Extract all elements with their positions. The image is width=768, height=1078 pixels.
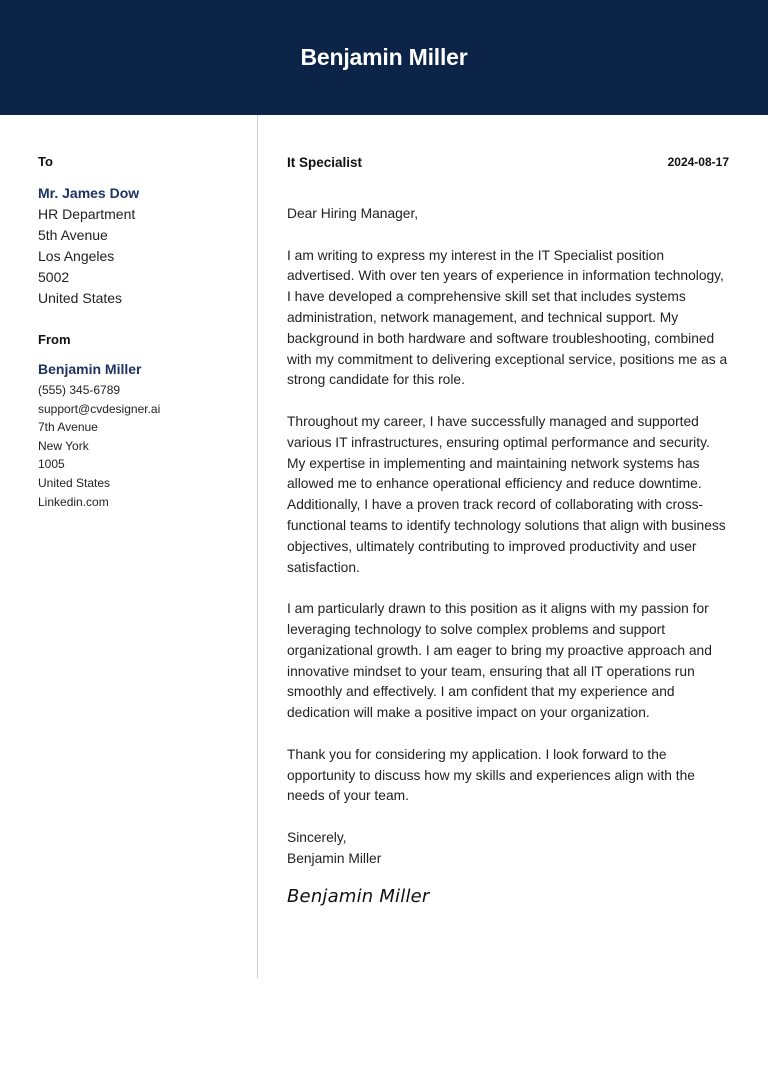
recipient-name: Mr. James Dow — [38, 185, 140, 201]
signature: Benjamin Miller — [287, 885, 430, 907]
sender-email: support@cvdesigner.ai — [38, 401, 161, 416]
from-label: From — [38, 332, 71, 347]
closing: Sincerely, — [287, 829, 347, 845]
sender-name: Benjamin Miller — [38, 361, 142, 377]
paragraph-1: I am writing to express my interest in the IT Specialist position advertised. With over ten years of experience in information technology, I have developed a comprehensive skill set that includes systems administration, network management, and technical support. My background in both hardware and software troubleshooting, combined with my commitment to delivering exceptional service, positions me as a strong candidate for this role. — [287, 247, 728, 388]
letter-date: 2024-08-17 — [667, 155, 729, 169]
job-title: It Specialist — [287, 155, 363, 170]
sender-city: New York — [38, 438, 89, 453]
sender-zip: 1005 — [38, 457, 65, 472]
header-name: Benjamin Miller — [300, 44, 468, 70]
paragraph-2: Throughout my career, I have successfully managed and supported various IT infrastructures, ensuring optimal performance and security. My expertise in implementing and maintaining network systems has allowed me to enhance operational efficiency and reduce downtime. Additionally, I have a proven track record of collaborating with cross-functional teams to identify technology solutions that align with business objectives, ultimately contributing to improved productivity and user satisfaction. — [287, 413, 726, 575]
recipient-zip: 5002 — [38, 269, 70, 285]
sender-country: United States — [38, 475, 111, 490]
letter-body — [287, 153, 729, 910]
column-divider — [257, 115, 258, 978]
sender-street: 7th Avenue — [38, 420, 98, 435]
sidebar — [38, 153, 243, 511]
recipient-street: 5th Avenue — [38, 227, 108, 243]
salutation: Dear Hiring Manager, — [287, 206, 419, 221]
recipient-country: United States — [38, 290, 123, 306]
sender-phone: (555) 345-6789 — [38, 383, 121, 397]
recipient-city: Los Angeles — [38, 248, 115, 264]
paragraph-3: I am particularly drawn to this position as it aligns with my passion for leveraging technology to solve complex problems and support organizational growth. I am eager to bring my proactive approach and innovative mindset to your team, ensuring that all IT operations run smoothly and effectively. I am confident that my experience and dedication will make a positive impact on your organization. — [287, 601, 712, 721]
recipient-department: HR Department — [38, 206, 136, 222]
letter-header-row — [287, 153, 729, 173]
closing-name: Benjamin Miller — [287, 850, 382, 866]
paragraph-4: Thank you for considering my application. I look forward to the opportunity to discuss how my skills and experiences align with the needs of your team. — [287, 746, 695, 804]
to-label: To — [38, 154, 53, 169]
sender-linkedin: Linkedin.com — [38, 494, 109, 509]
header-banner — [0, 0, 768, 115]
